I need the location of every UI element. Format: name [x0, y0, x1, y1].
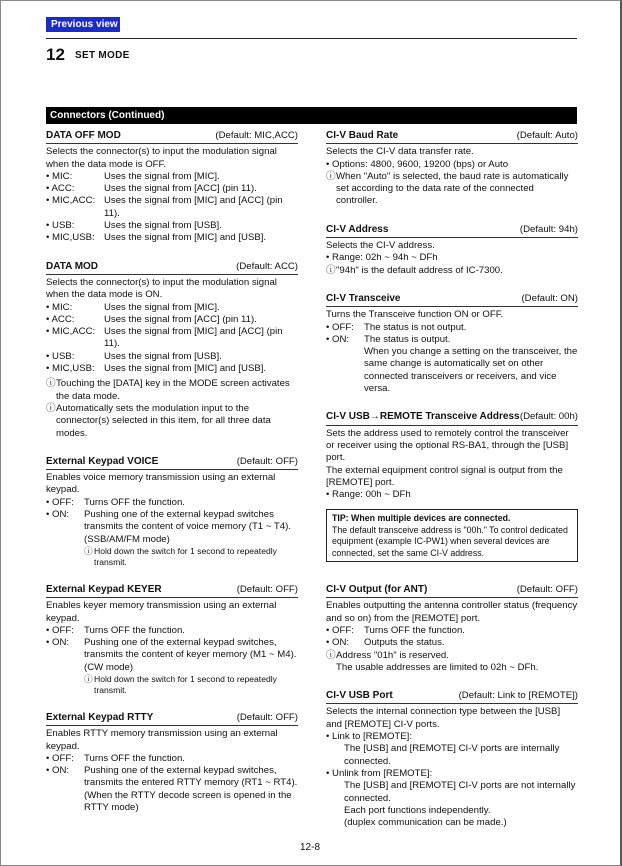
- item-title: External Keypad VOICE: [46, 455, 159, 467]
- item-title: CI-V Output (for ANT): [326, 584, 428, 596]
- circled-i-icon: ⓘ: [84, 545, 93, 556]
- item-default: (Default: 00h): [519, 411, 578, 423]
- item-default: (Default: OFF): [236, 455, 298, 467]
- civ-baud-rate-item: [326, 130, 578, 208]
- item-title: External Keypad RTTY: [46, 711, 154, 723]
- option-row: • OFF: Turns OFF the function.: [46, 496, 185, 508]
- tip-title: TIP: When multiple devices are connected.: [332, 513, 511, 524]
- section-title: Connectors (Continued): [46, 107, 577, 124]
- option-row: • ACC: Uses the signal from [ACC] (pin 11).: [46, 313, 257, 325]
- option-row: • MIC: Uses the signal from [MIC].: [46, 301, 220, 313]
- option-row: • ON: The status is output.: [326, 333, 451, 345]
- option-label: • Unlink from [REMOTE]:: [326, 767, 433, 779]
- option-label: • Link to [REMOTE]:: [326, 731, 412, 743]
- option-row: • Options: 4800, 9600, 19200 (bps) or Auto: [326, 158, 509, 170]
- civ-usb-port-item: [326, 690, 578, 829]
- data-off-mod-item: [46, 130, 298, 245]
- previous-view-button[interactable]: Previous view: [46, 17, 120, 32]
- option-row: • ACC: Uses the signal from [ACC] (pin 11).: [46, 183, 257, 195]
- item-title: CI-V Baud Rate: [326, 130, 399, 141]
- option-row: • ON: Pushing one of the external keypad switches, transmits the entered RTTY memory (RT1 ~ RT4). (When the RTTY decode screen is opened in the RTTY mode): [46, 765, 298, 814]
- right-column: [326, 130, 578, 845]
- header-rule: [46, 38, 577, 39]
- item-default: (Default: OFF): [236, 583, 298, 595]
- circled-i-icon: ⓘ: [326, 264, 336, 276]
- item-desc: Selects the connector(s) to input the modulation signal when the data mode is OFF.: [46, 146, 277, 170]
- option-row: • MIC,USB: Uses the signal from [MIC] and [USB].: [46, 232, 267, 244]
- option-detail: The [USB] and [REMOTE] CI-V ports are internally connected.: [344, 743, 560, 767]
- circled-i-icon: ⓘ: [326, 649, 336, 661]
- civ-usb-remote-item: [326, 411, 578, 501]
- item-note: ⓘ Automatically sets the modulation input to the connector(s) selected in this item, for all three data modes.: [46, 402, 271, 439]
- tip-box: [326, 509, 578, 562]
- external-keypad-keyer-item: [46, 584, 298, 696]
- item-title: CI-V Address: [326, 223, 389, 235]
- item-default: (Default: ON): [521, 292, 578, 304]
- external-keypad-rtty-item: [46, 712, 298, 814]
- item-desc: Selects the CI-V data transfer rate.: [326, 146, 474, 158]
- item-default: (Default: Link to [REMOTE]): [458, 690, 578, 702]
- item-title: DATA MOD: [46, 260, 99, 272]
- item-title: DATA OFF MOD: [46, 130, 121, 141]
- item-desc: Enables voice memory transmission using an external keypad.: [46, 472, 276, 496]
- item-desc: Selects the internal connection type between the [USB] and [REMOTE] CI-V ports.: [326, 706, 561, 730]
- item-title: CI-V USB→REMOTE Transceive Address: [326, 411, 520, 423]
- item-default: (Default: MIC,ACC): [215, 130, 298, 141]
- option-row: • USB: Uses the signal from [USB].: [46, 350, 222, 362]
- item-desc: Turns the Transceive function ON or OFF.: [326, 309, 504, 321]
- item-title: CI-V USB Port: [326, 690, 393, 702]
- tip-text: The default transceive address is "00h." To control dedicated equipment (example IC-PW1) when several devices are connected, set the same CI-V address.: [332, 524, 568, 558]
- option-detail: (duplex communication can be made.): [344, 817, 507, 829]
- option-row: • ON: Pushing one of the external keypad switches transmits the content of voice memory (T1 ~ T4). (SSB/AM/FM mode): [46, 509, 291, 545]
- item-default: (Default: OFF): [516, 584, 578, 596]
- option-detail: Each port functions independently.: [344, 804, 491, 816]
- chapter-title: SET MODE: [75, 50, 130, 61]
- civ-address-item: [326, 224, 578, 277]
- item-note: ⓘ When "Auto" is selected, the baud rate is automatically set according to the data rate of the connected controller.: [326, 170, 569, 207]
- item-desc: Sets the address used to remotely control the transceiver or receiver using the optional RS-BA1, through the [USB] port.: [326, 427, 569, 464]
- option-row: • MIC: Uses the signal from [MIC].: [46, 170, 220, 182]
- item-default: (Default: OFF): [236, 711, 298, 723]
- circled-i-icon: ⓘ: [46, 378, 56, 390]
- item-desc: Enables outputting the antenna controller status (frequency and so on) from the [REMOTE] port.: [326, 600, 578, 624]
- option-row: • USB: Uses the signal from [USB].: [46, 220, 222, 232]
- left-column: [46, 130, 298, 830]
- option-row: • ON: Outputs the status.: [326, 637, 445, 649]
- item-note: ⓘ Touching the [DATA] key in the MODE screen activates the data mode.: [46, 378, 290, 402]
- option-detail: When you change a setting on the transceiver, the same change is automatically set on other connected transceivers or receivers, and vice versa.: [364, 346, 578, 395]
- option-row: • OFF: The status is not output.: [326, 321, 467, 333]
- item-note: ⓘ Address "01h" is reserved.: [326, 649, 449, 661]
- item-default: (Default: ACC): [236, 260, 298, 272]
- option-row: • Range: 00h ~ DFh: [326, 489, 411, 501]
- chapter-number: 12: [46, 45, 65, 64]
- item-default: (Default: Auto): [516, 130, 578, 141]
- option-row: • MIC,ACC: Uses the signal from [MIC] and [ACC] (pin 11).: [46, 195, 283, 219]
- data-mod-item: [46, 261, 298, 440]
- item-note: ⓘ "94h" is the default address of IC-7300.: [326, 264, 503, 276]
- item-default: (Default: 94h): [519, 223, 578, 235]
- option-row: • ON: Pushing one of the external keypad switches, transmits the content of keyer memory (M1 ~ M4). (CW mode): [46, 637, 297, 673]
- item-note-2: The usable addresses are limited to 02h ~ DFh.: [336, 661, 539, 673]
- page-number: 12-8: [300, 842, 321, 853]
- item-desc: Selects the CI-V address.: [326, 240, 435, 252]
- item-title: External Keypad KEYER: [46, 583, 162, 595]
- option-row: • OFF: Turns OFF the function.: [326, 624, 465, 636]
- option-row: • Range: 02h ~ 94h ~ DFh: [326, 252, 438, 264]
- option-row: • MIC,ACC: Uses the signal from [MIC] and [ACC] (pin 11).: [46, 326, 283, 350]
- item-desc: Enables RTTY memory transmission using an external keypad.: [46, 728, 278, 752]
- option-row: • OFF: Turns OFF the function.: [46, 624, 185, 636]
- civ-output-item: [326, 584, 578, 674]
- civ-transceive-item: [326, 293, 578, 395]
- item-title: CI-V Transceive: [326, 292, 401, 304]
- circled-i-icon: ⓘ: [46, 402, 56, 414]
- item-desc-2: The external equipment control signal is output from the [REMOTE] port.: [326, 464, 563, 488]
- option-detail: The [USB] and [REMOTE] CI-V ports are not internally connected.: [344, 780, 576, 804]
- option-row: • MIC,USB: Uses the signal from [MIC] and [USB].: [46, 363, 267, 375]
- item-desc: Enables keyer memory transmission using an external keypad.: [46, 600, 277, 624]
- item-note: ⓘ Hold down the switch for 1 second to repeatedly transmit.: [84, 673, 277, 695]
- item-desc: Selects the connector(s) to input the modulation signal when the data mode is ON.: [46, 276, 277, 301]
- circled-i-icon: ⓘ: [326, 170, 336, 182]
- item-note: ⓘ Hold down the switch for 1 second to repeatedly transmit.: [84, 545, 277, 567]
- option-row: • OFF: Turns OFF the function.: [46, 752, 185, 764]
- circled-i-icon: ⓘ: [84, 673, 93, 684]
- external-keypad-voice-item: [46, 456, 298, 568]
